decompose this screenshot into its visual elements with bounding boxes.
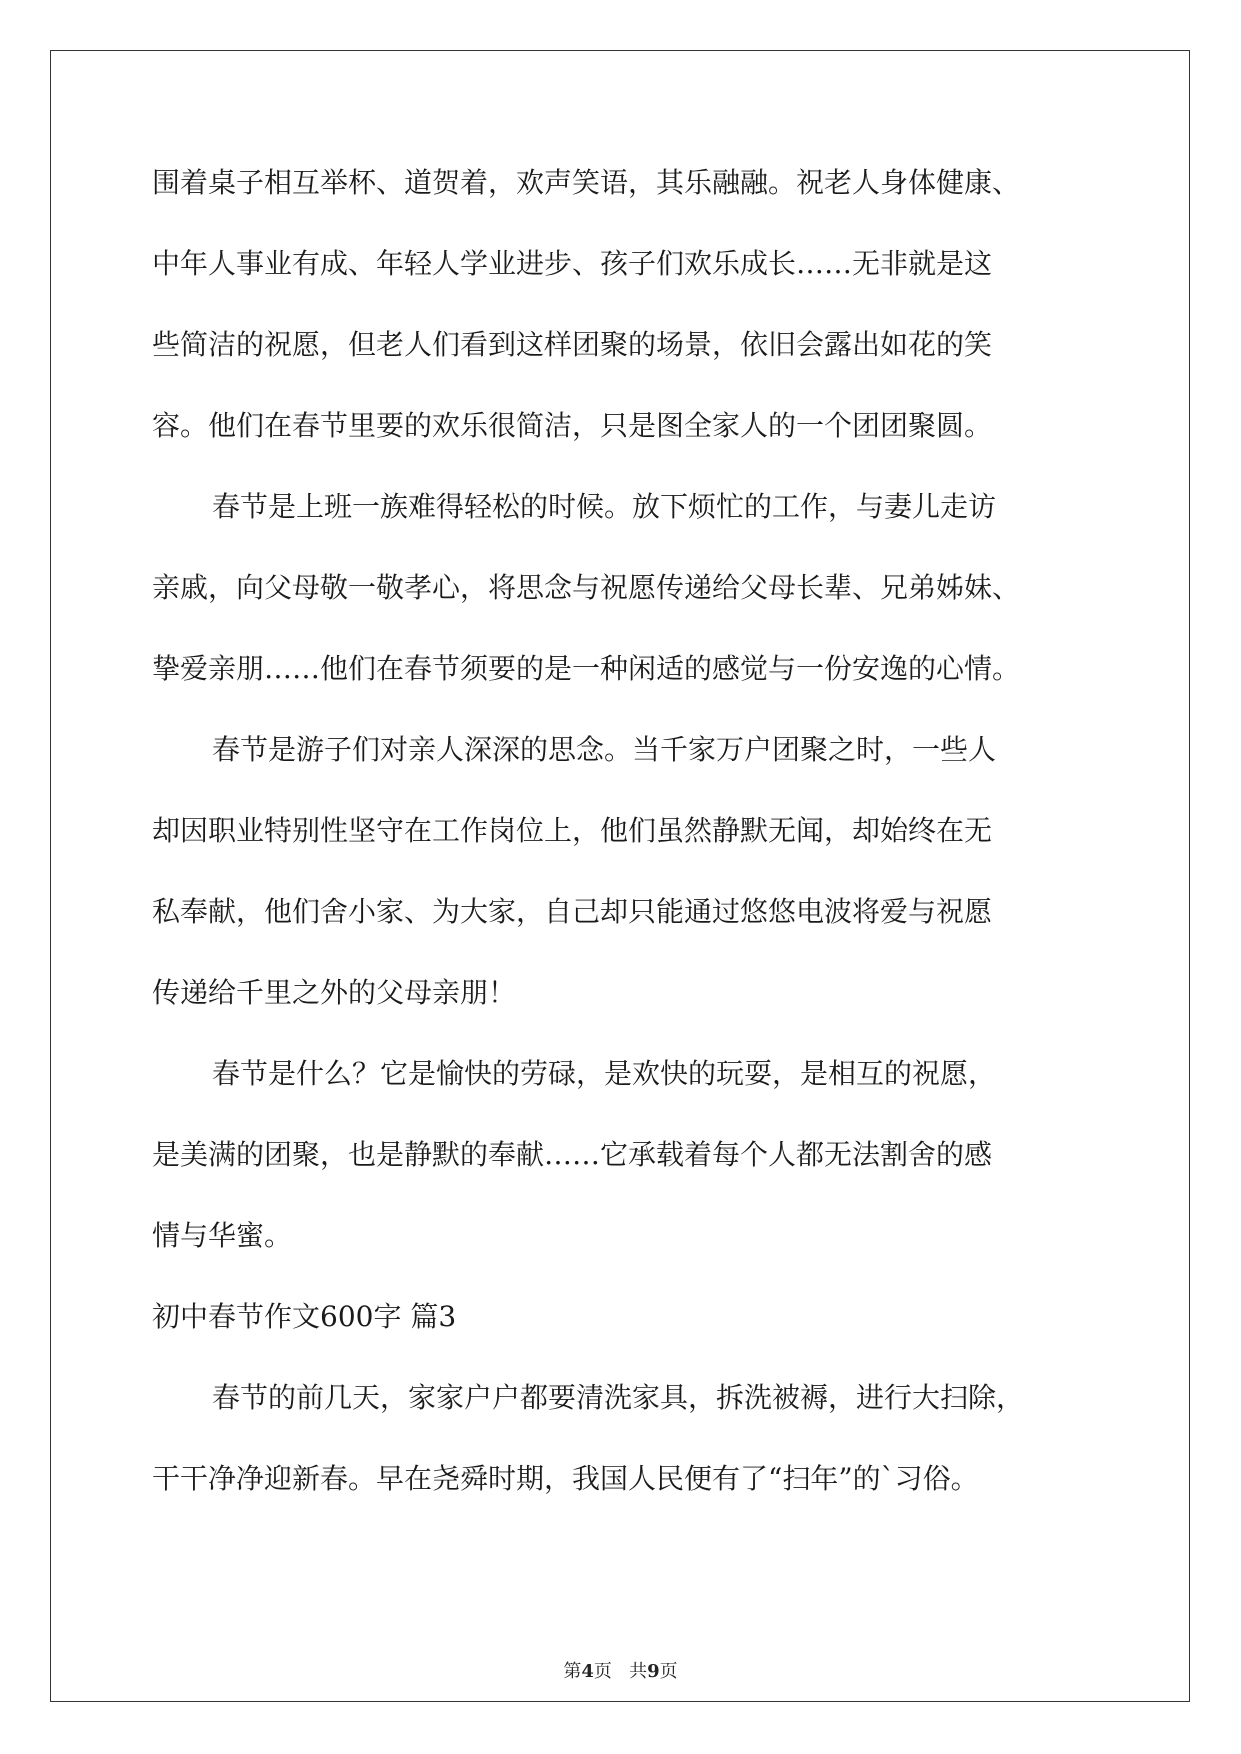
text-line: 些简洁的祝愿，但老人们看到这样团聚的场景，依旧会露出如花的笑 [152, 328, 993, 361]
footer-prefix: 第 [563, 1661, 582, 1682]
footer-total-prefix: 共 [629, 1661, 648, 1682]
text-line: 亲戚，向父母敬一敬孝心，将思念与祝愿传递给父母长辈、兄弟姊妹、 [152, 571, 1021, 604]
text-line: 传递给千里之外的父母亲朋！ [152, 976, 517, 1009]
footer-total-pages: 9 [647, 1661, 660, 1682]
footer-total-word: 页 [659, 1661, 678, 1682]
section-heading: 初中春节作文600字 篇3 [152, 1300, 457, 1333]
text-line: 情与华蜜。 [152, 1219, 293, 1252]
page-footer [0, 1660, 1241, 1684]
footer-page-word: 页 [593, 1661, 612, 1682]
footer-page-number: 4 [581, 1661, 594, 1682]
paragraph-start-line: 春节是游子们对亲人深深的思念。当千家万户团聚之时，一些人 [212, 733, 997, 766]
text-line: 容。他们在春节里要的欢乐很简洁，只是图全家人的一个团团聚圆。 [152, 409, 993, 442]
text-line: 中年人事业有成、年轻人学业进步、孩子们欢乐成长……无非就是这 [152, 247, 993, 280]
text-line: 却因职业特别性坚守在工作岗位上，他们虽然静默无闻，却始终在无 [152, 814, 993, 847]
text-line: 私奉献，他们舍小家、为大家，自己却只能通过悠悠电波将爱与祝愿 [152, 895, 993, 928]
document-body [152, 163, 1092, 1540]
paragraph-start-line: 春节是上班一族难得轻松的时候。放下烦忙的工作，与妻儿走访 [212, 490, 997, 523]
paragraph-start-line: 春节是什么？它是愉快的劳碌，是欢快的玩耍，是相互的祝愿， [212, 1057, 997, 1090]
text-line: 是美满的团聚，也是静默的奉献……它承载着每个人都无法割舍的感 [152, 1138, 993, 1171]
text-line: 干干净净迎新春。早在尧舜时期，我国人民便有了“扫年”的`习俗。 [152, 1462, 979, 1495]
paragraph-start-line: 春节的前几天，家家户户都要清洗家具，拆洗被褥，进行大扫除， [212, 1381, 1025, 1414]
text-line: 围着桌子相互举杯、道贺着，欢声笑语，其乐融融。祝老人身体健康、 [152, 166, 1021, 199]
text-line: 挚爱亲朋……他们在春节须要的是一种闲适的感觉与一份安逸的心情。 [152, 652, 1021, 685]
